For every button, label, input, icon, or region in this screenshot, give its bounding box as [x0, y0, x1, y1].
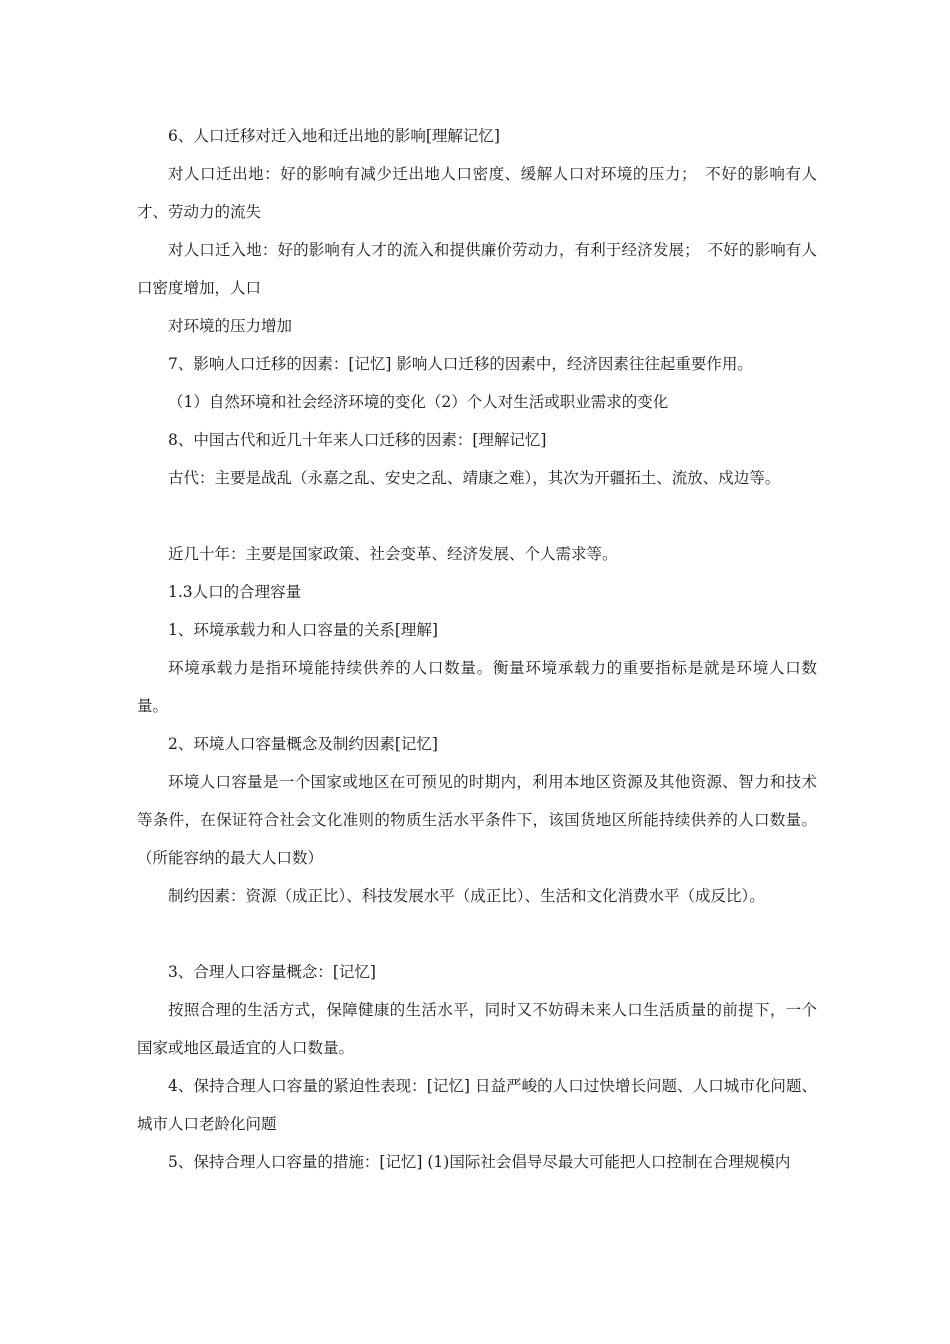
paragraph-outflow-impact: 对人口迁出地：好的影响有减少迁出地人口密度、缓解人口对环境的压力； 不好的影响有人才、劳动力的流失	[137, 165, 817, 221]
heading-reasonable-capacity: 3、合理人口容量概念：[记忆]	[168, 963, 376, 981]
paragraph-constraint-factors: 制约因素：资源（成正比）、科技发展水平（成正比）、生活和文化消费水平（成反比）。	[168, 887, 765, 905]
section-title-population-capacity: 1.3人口的合理容量	[168, 583, 302, 601]
paragraph-inflow-impact-continued: 对环境的压力增加	[168, 317, 293, 335]
paragraph-measures: 5、保持合理人口容量的措施：[记忆] (1)国际社会倡导尽最大可能把人口控制在合理规模内	[168, 1153, 791, 1171]
paragraph-reasonable-capacity-definition: 按照合理的生活方式，保障健康的生活水平，同时又不妨碍未来人口生活质量的前提下，一个国家或地区最适宜的人口数量。	[137, 1001, 817, 1057]
paragraph-ancient-migration: 古代：主要是战乱（永嘉之乱、安史之乱、靖康之难），其次为开疆拓土、流放、戍边等。	[168, 469, 781, 487]
heading-migration-impact: 6、人口迁移对迁入地和迁出地的影响[理解记忆]	[168, 127, 500, 145]
paragraph-recent-migration: 近几十年：主要是国家政策、社会变革、经济发展、个人需求等。	[168, 545, 618, 563]
heading-capacity-concept: 2、环境人口容量概念及制约因素[记忆]	[168, 735, 438, 753]
heading-china-migration: 8、中国古代和近几十年来人口迁移的因素：[理解记忆]	[168, 431, 547, 449]
paragraph-capacity-definition: 环境人口容量是一个国家或地区在可预见的时期内，利用本地区资源及其他资源、智力和技术等条件，在保证符合社会文化准则的物质生活水平条件下，该国货地区所能持续供养的人口数量。（所能容纳的最大人口数）	[137, 773, 817, 867]
paragraph-urgency: 4、保持合理人口容量的紧迫性表现：[记忆] 日益严峻的人口过快增长问题、人口城市化问题、城市人口老龄化问题	[137, 1077, 817, 1133]
paragraph-inflow-impact: 对人口迁入地：好的影响有人才的流入和提供廉价劳动力，有利于经济发展； 不好的影响有人口密度增加，人口	[137, 241, 817, 297]
paragraph-migration-factors-list: （1）自然环境和社会经济环境的变化（2）个人对生活或职业需求的变化	[168, 393, 669, 411]
paragraph-carrying-capacity: 环境承载力是指环境能持续供养的人口数量。衡量环境承载力的重要指标是就是环境人口数量。	[137, 659, 817, 715]
heading-migration-factors: 7、影响人口迁移的因素：[记忆] 影响人口迁移的因素中，经济因素往往起重要作用。	[168, 355, 753, 373]
heading-carrying-capacity-relation: 1、环境承载力和人口容量的关系[理解]	[168, 621, 438, 639]
